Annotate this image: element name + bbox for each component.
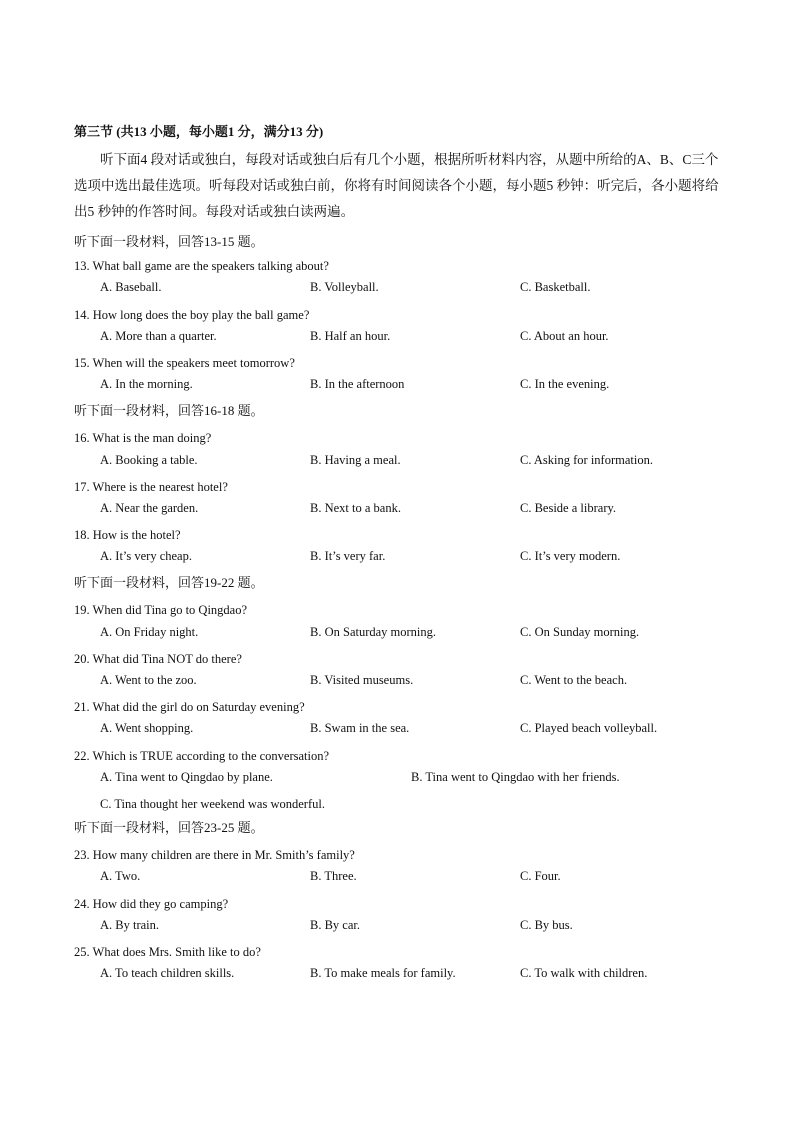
option-b[interactable]: B. Volleyball. xyxy=(310,280,379,295)
option-c[interactable]: C. By bus. xyxy=(520,917,573,932)
option-a[interactable]: A. In the morning. xyxy=(100,377,193,392)
options-13 xyxy=(74,280,724,304)
question-19: 19. When did Tina go to Qingdao? xyxy=(74,603,248,618)
option-c[interactable]: C. On Sunday morning. xyxy=(520,624,640,639)
option-a[interactable]: A. Went to the zoo. xyxy=(100,673,197,687)
option-c[interactable]: C. Beside a library. xyxy=(520,500,617,515)
options-15 xyxy=(74,377,724,401)
option-b[interactable]: B. Three. xyxy=(310,869,357,884)
option-b[interactable]: B. Half an hour. xyxy=(310,328,391,343)
option-a[interactable]: A. By train. xyxy=(100,917,160,932)
section-instructions: 听下面4 段对话或独白，每段对话或独白后有几个小题，根据所听材料内容，从题中所给的A、B、C三个选项中选出最佳选项。听每段对话或独白前，你将有时间阅读各个小题，每小题5 秒钟：听完后，各小题将给出5 秒钟的作答时间。每段对话或独白读两遍。 xyxy=(74,152,719,219)
options-17 xyxy=(74,501,724,525)
option-b[interactable]: B. In the afternoon xyxy=(310,377,405,392)
option-a[interactable]: A. It’s very cheap. xyxy=(100,549,192,564)
option-b[interactable]: B. By car. xyxy=(310,917,360,932)
group-heading: 听下面一段材料，回答23-25 题。 xyxy=(74,820,264,836)
option-a[interactable]: A. Near the garden. xyxy=(100,500,199,515)
options-21 xyxy=(74,721,724,745)
option-c[interactable]: C. It’s very modern. xyxy=(520,549,621,564)
options-19 xyxy=(74,625,724,649)
option-b[interactable]: B. Having a meal. xyxy=(310,452,401,467)
question-18: 18. How is the hotel? xyxy=(74,528,181,543)
option-b[interactable]: B. Next to a bank. xyxy=(310,500,401,515)
group-heading: 听下面一段材料，回答19-22 题。 xyxy=(74,575,264,591)
option-b[interactable]: B. Tina went to Qingdao with her friends. xyxy=(411,769,620,784)
options-25 xyxy=(74,966,724,990)
option-b[interactable]: B. Swam in the sea. xyxy=(310,721,410,736)
option-a[interactable]: A. On Friday night. xyxy=(100,624,199,639)
option-b[interactable]: B. It’s very far. xyxy=(310,549,386,564)
options-22 xyxy=(74,770,724,794)
option-a[interactable]: A. Booking a table. xyxy=(100,452,198,467)
question-25: 25. What does Mrs. Smith like to do? xyxy=(74,944,261,959)
option-a[interactable]: A. Baseball. xyxy=(100,280,162,295)
question-20: 20. What did Tina NOT do there? xyxy=(74,651,242,666)
options-16 xyxy=(74,453,724,477)
option-c[interactable]: C. Played beach volleyball. xyxy=(520,721,658,736)
option-c[interactable]: C. To walk with children. xyxy=(520,966,648,981)
option-c[interactable]: C. Basketball. xyxy=(520,280,591,295)
options-14 xyxy=(74,329,724,353)
question-22: 22. Which is TRUE according to the conversation? xyxy=(74,748,330,763)
option-b[interactable]: B. Visited museums. xyxy=(310,673,414,687)
question-21: 21. What did the girl do on Saturday evening? xyxy=(74,700,305,715)
option-c[interactable]: C. In the evening. xyxy=(520,377,610,392)
options-23 xyxy=(74,869,724,893)
option-a[interactable]: A. To teach children skills. xyxy=(100,966,235,981)
group-heading: 听下面一段材料，回答13-15 题。 xyxy=(74,234,264,249)
group-heading: 听下面一段材料，回答16-18 题。 xyxy=(74,403,264,419)
option-c[interactable]: C. Tina thought her weekend was wonderful. xyxy=(100,796,325,811)
option-b[interactable]: B. To make meals for family. xyxy=(310,966,456,981)
option-c[interactable]: C. Asking for information. xyxy=(520,452,653,467)
question-24: 24. How did they go camping? xyxy=(74,896,229,911)
question-15: 15. When will the speakers meet tomorrow? xyxy=(74,355,295,370)
question-14: 14. How long does the boy play the ball game? xyxy=(74,307,310,322)
section-heading: 第三节 (共13 小题，每小题1 分，满分13 分) xyxy=(74,124,324,139)
question-13: 13. What ball game are the speakers talking about? xyxy=(74,259,329,274)
options-18 xyxy=(74,549,724,573)
options-24 xyxy=(74,918,724,942)
question-list xyxy=(74,234,724,990)
question-23: 23. How many children are there in Mr. Smith’s family? xyxy=(74,848,355,863)
option-c[interactable]: C. About an hour. xyxy=(520,328,609,343)
option-c[interactable]: C. Went to the beach. xyxy=(520,673,628,687)
option-a[interactable]: A. Two. xyxy=(100,869,141,884)
question-16: 16. What is the man doing? xyxy=(74,431,212,446)
option-c[interactable]: C. Four. xyxy=(520,869,561,884)
option-a[interactable]: A. More than a quarter. xyxy=(100,328,217,343)
option-a[interactable]: A. Went shopping. xyxy=(100,721,194,736)
question-17: 17. Where is the nearest hotel? xyxy=(74,479,228,494)
options-20 xyxy=(74,673,724,697)
option-b[interactable]: B. On Saturday morning. xyxy=(310,624,437,639)
option-a[interactable]: A. Tina went to Qingdao by plane. xyxy=(100,769,273,784)
